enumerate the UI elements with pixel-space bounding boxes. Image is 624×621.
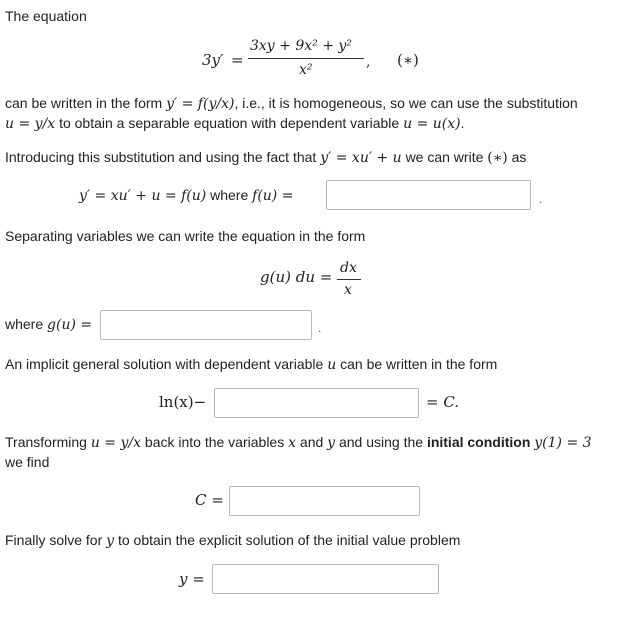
- intro-text: The equation: [5, 8, 87, 24]
- p6-math-1: u = y/x: [90, 435, 142, 451]
- eq7-lhs: y =: [179, 570, 205, 588]
- g-of-u-input[interactable]: [100, 310, 312, 340]
- p6-text-c: and: [299, 434, 324, 450]
- eq1-lhs: 3y′: [202, 51, 224, 69]
- p3-math-2: (∗): [487, 150, 508, 166]
- p7-text-a: Finally solve for: [5, 532, 103, 548]
- p6-text-a: Transforming: [5, 434, 87, 450]
- eq3-numerator: dx: [340, 260, 357, 276]
- eq5-rhs: = C.: [426, 393, 460, 411]
- p3-text-a: Introducing this substitution and using the fact that: [5, 149, 317, 165]
- eq2-math-2: f(u) =: [252, 188, 294, 204]
- eq3-lhs: g(u) du =: [260, 268, 333, 286]
- p6-text-d: and using the: [338, 434, 424, 450]
- implicit-solution-input[interactable]: [214, 388, 419, 418]
- p7-text-b: to obtain the explicit solution of the initial value problem: [117, 532, 461, 548]
- explicit-solution-input[interactable]: [212, 564, 439, 594]
- p7-line: [5, 531, 460, 550]
- p2-math-1: y′ = f(y/x): [166, 96, 235, 112]
- p7-math: y: [106, 533, 115, 549]
- eq2-trailing-period: .: [539, 192, 543, 206]
- p3-line: [5, 148, 526, 167]
- p2-text-a: can be written in the form: [5, 95, 163, 111]
- eq5-lhs: ln(x)−: [159, 393, 207, 411]
- p2-text-c: to obtain a separable equation with dependent variable: [59, 115, 400, 131]
- p3-text-b: we can write: [405, 149, 484, 165]
- eq2-where: where: [210, 187, 249, 203]
- eq4-trailing-period: .: [318, 321, 322, 335]
- p6-text-b: back into the variables: [144, 434, 285, 450]
- eq1-tag: (∗): [397, 51, 419, 69]
- eq4-where: where: [5, 316, 44, 332]
- eq3-fraction-bar: [337, 279, 361, 280]
- p2-line1: [5, 94, 578, 113]
- constant-c-input[interactable]: [229, 486, 420, 516]
- eq2-line: [79, 186, 293, 205]
- p5-text-a: An implicit general solution with dependent variable: [5, 356, 324, 372]
- p5-line: [5, 355, 497, 374]
- p6-line2: we find: [5, 454, 50, 470]
- eq2-math-1: y′ = xu′ + u = f(u): [79, 188, 207, 204]
- p2-math-3: u = u(x): [403, 116, 461, 132]
- p5-text-b: can be written in the form: [340, 356, 498, 372]
- p6-math-2: x: [288, 435, 297, 451]
- p2-line2: [5, 114, 464, 133]
- p2-period: .: [460, 115, 465, 131]
- p6-math-4: y(1) = 3: [534, 435, 592, 451]
- eq1-fraction-bar: [248, 58, 364, 59]
- eq1-numerator: 3xy + 9x² + y²: [250, 38, 352, 54]
- f-of-u-input[interactable]: [326, 180, 531, 210]
- eq3-denominator: x: [344, 282, 352, 298]
- eq4-math: g(u) =: [47, 317, 93, 333]
- p3-math-1: y′ = xu′ + u: [320, 150, 402, 166]
- eq6-lhs: C =: [195, 491, 224, 509]
- p4-text: Separating variables we can write the equation in the form: [5, 228, 366, 244]
- p3-text-c: as: [511, 149, 527, 165]
- p2-math-2: u = y/x: [5, 116, 56, 132]
- eq1-denominator: x²: [299, 62, 313, 78]
- p5-math: u: [327, 357, 337, 373]
- p6-bold-initial-condition: initial condition: [426, 434, 531, 450]
- p6-line1: [5, 433, 592, 452]
- eq1-comma: ,: [366, 54, 371, 70]
- eq4-line: [5, 315, 92, 334]
- p2-text-b: , i.e., it is homogeneous, so we can use the substitution: [234, 95, 578, 111]
- eq1-equals: =: [231, 51, 244, 69]
- p6-math-3: y: [327, 435, 336, 451]
